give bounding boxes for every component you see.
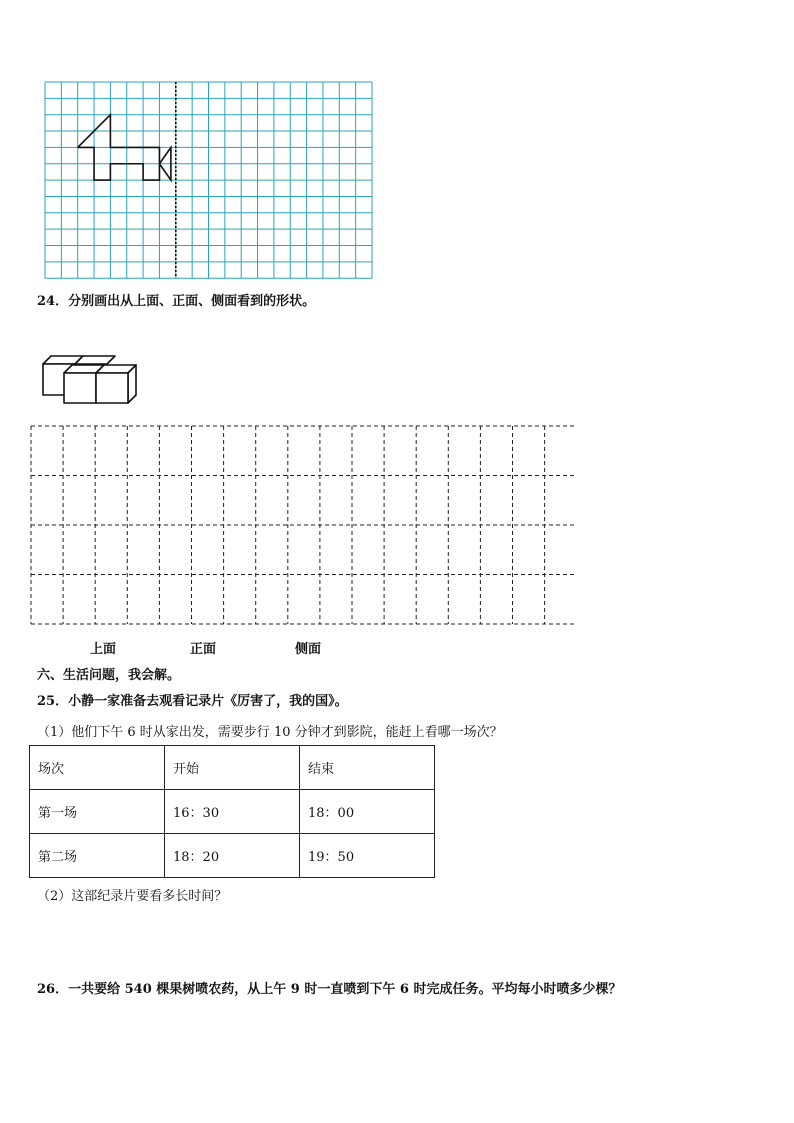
question-26: 26．一共要给 540 棵果树喷农药，从上午 9 时一直喷到下午 6 时完成任务。平均每小时喷多少棵？ — [37, 982, 622, 997]
cell-start: 18：20 — [165, 834, 300, 878]
cube-figure — [38, 352, 144, 406]
cell-session: 第一场 — [30, 790, 165, 834]
label-front-view: 正面 — [190, 642, 217, 657]
table-row — [30, 790, 435, 834]
table-row — [30, 834, 435, 878]
figure-body — [78, 115, 160, 180]
question-25-part-1: （1）他们下午 6 时从家出发，需要步行 10 分钟才到影院，能赶上看哪一场次？ — [37, 725, 503, 740]
section-6-title: 六、生活问题，我会解。 — [37, 668, 181, 683]
cell-end: 19：50 — [300, 834, 435, 878]
cell-session: 第二场 — [30, 834, 165, 878]
cell-start: 16：30 — [165, 790, 300, 834]
question-24: 24．分别画出从上面、正面、侧面看到的形状。 — [37, 294, 316, 309]
table-header-row — [30, 746, 435, 790]
header-end: 结束 — [300, 746, 435, 790]
header-session: 场次 — [30, 746, 165, 790]
drawing-grid — [30, 425, 575, 625]
symmetry-grid — [40, 78, 380, 282]
label-top-view: 上面 — [90, 642, 117, 657]
question-25-part-2: （2）这部纪录片要看多长时间？ — [37, 889, 228, 904]
header-start: 开始 — [165, 746, 300, 790]
cell-end: 18：00 — [300, 790, 435, 834]
question-25: 25．小静一家准备去观看记录片《厉害了，我的国》。 — [37, 694, 348, 709]
schedule-table — [29, 745, 435, 878]
label-side-view: 侧面 — [295, 642, 322, 657]
